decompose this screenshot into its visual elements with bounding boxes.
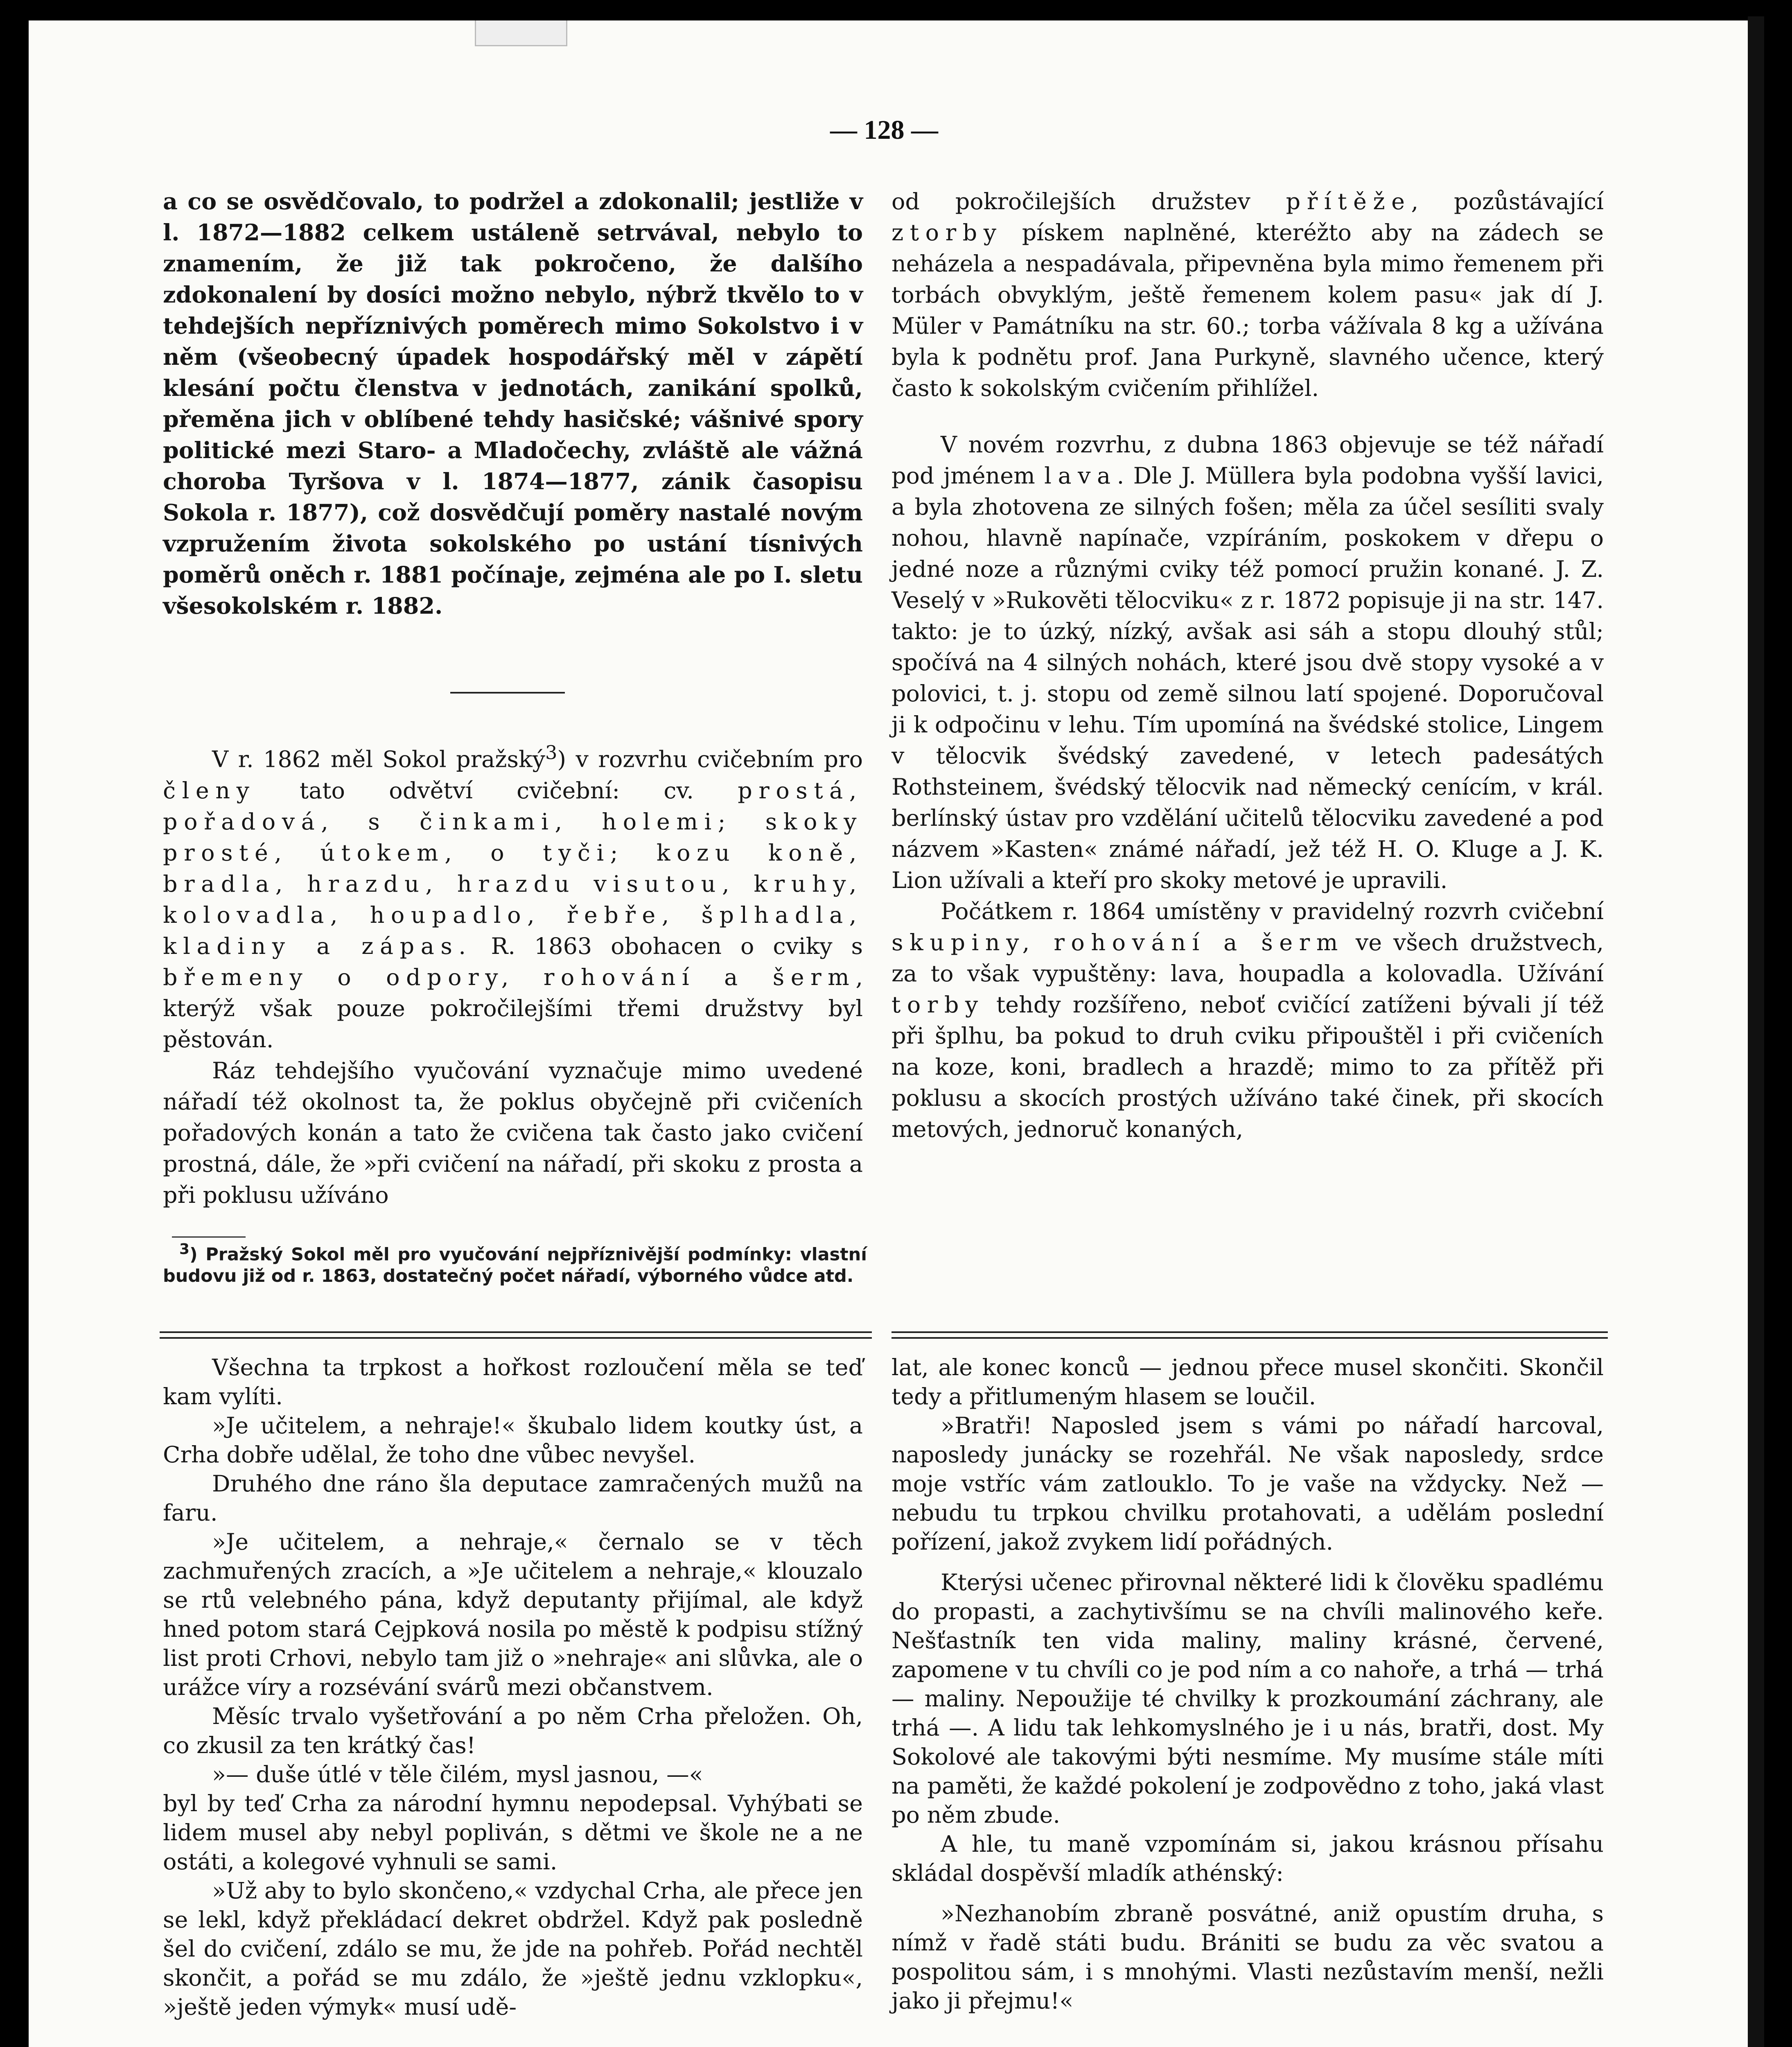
top-left-column bbox=[163, 186, 863, 622]
story-paragraph: »Je učitelem, a nehraje,« černalo se v těch zachmuřených zracích, a »Je učitelem a nehraje,« klouzalo se rtů velebného pána, když deputanty přijímal, ale když hned potom stará Cejpková nosila po městě k podpisu stížný list proti Crhovi, nebylo tam již o »nehraje« ani slůvka, ale o urážce víry a rozsévání svárů mezi občanstvem. bbox=[163, 1529, 863, 1701]
story-paragraph: »Už aby to bylo skončeno,« vzdychal Crha, ale přece jen se lekl, když překládací dekret obdržel. Když pak posledně šel do cvičení, zdálo se mu, že jde na pohřeb. Pořád nechtěl skončit, a pořád se mu zdálo, že »ještě jednu vzklopku«, »ještě jeden výmyk« musí udě- bbox=[163, 1878, 863, 2020]
double-rule-left-bottom bbox=[160, 1337, 872, 1339]
bottom-right-column bbox=[891, 1353, 1604, 2015]
bottom-left-column bbox=[163, 1353, 863, 2022]
page-edge-shadow bbox=[1748, 16, 1764, 2047]
story-paragraph: »— duše útlé v těle čilém, mysl jasnou, —« bbox=[212, 1761, 703, 1788]
story-paragraph: Druhého dne ráno šla deputace zamračených mužů na faru. bbox=[163, 1471, 863, 1526]
story-paragraph: Měsíc trvalo vyšetřování a po něm Crha přeložen. Oh, co zkusil za ten krátký čas! bbox=[163, 1703, 863, 1759]
footnote-ref: 3 bbox=[545, 741, 557, 764]
paragraph: od pokročilejších družstev přítěže, pozůstávající ztorby pískem naplněné, kteréžto aby na zádech se neházela a nespadávala, připevněna byla mimo řemenem při torbách obvyklým, ještě řemenem kolem pasu« jak dí J. Müler v Památníku na str. 60.; torba vážívala 8 kg a užívána byla k podnětu prof. Jana Purkyně, slavného učence, který často k sokolským cvičením přihlížel. bbox=[891, 188, 1604, 402]
page-number: — 128 — bbox=[830, 115, 938, 145]
paragraph: V r. 1862 měl Sokol pražský$^3$) v rozvrhu cvičebním pro členy tato odvětví cvičební: cv. prostá, pořadová, s činkami, holemi; skoky prosté, útokem, o tyči; kozu koně, bradla, hrazdu, hrazdu visutou, kruhy, kolovadla, houpadlo, řebře, šplhadla, kladiny a zápas. R. 1863 obohacen o cviky s břemeny o odpory, rohování a šerm, kterýž však pouze pokročilejšími třemi družstvy byl pěstován. bbox=[163, 741, 863, 1053]
story-paragraph: lat, ale konec konců — jednou přece musel skončiti. Skončil tedy a přitlumeným hlasem se loučil. bbox=[891, 1354, 1604, 1410]
binding-tab bbox=[475, 20, 567, 46]
top-right-column bbox=[891, 186, 1604, 1145]
double-rule-left-top bbox=[160, 1331, 872, 1333]
story-paragraph: »Je učitelem, a nehraje!« škubalo lidem koutky úst, a Crha dobře udělal, že toho dne vůbec nevyšel. bbox=[163, 1412, 863, 1468]
top-left-column-lower bbox=[163, 737, 863, 1211]
paragraph: V novém rozvrhu, z dubna 1863 objevuje se též nářadí pod jménem lava. Dle J. Müllera byla podobna vyšší lavici, a byla zhotovena ze silných fošen; měla za účel sesíliti svaly nohou, hlavně napínače, vzpíráním, poskokem v dřepu o jedné noze a různými cviky též pomocí pružin konané. J. Z. Veselý v »Rukověti tělocviku« z r. 1872 popisuje ji na str. 147. takto: je to úzký, nízký, avšak asi sáh a stopu dlouhý stůl; spočívá na 4 silných nohách, které jsou dvě stopy vysoké a v polovici, t. j. stopu od země silnou latí spojené. Doporučoval ji k odpočinu v lehu. Tím upomíná na švédské stolice, Lingem v tělocvik švédský zavedené, v letech padesátých Rothsteinem, švédský tělocvik nad německý cenícím, v král. berlínský ústav pro vzdělání učitelů tělocviku zavedené a pod názvem »Kasten« známé nářadí, jež též H. O. Kluge a J. K. Lion užívali a kteří pro skoky metové je upravili. bbox=[891, 432, 1604, 894]
story-paragraph: Všechna ta trpkost a hořkost rozloučení měla se teď kam vylíti. bbox=[163, 1354, 863, 1410]
story-paragraph: byl by teď Crha za národní hymnu nepodepsal. Vyhýbati se lidem musel aby nebyl popliván, s dětmi ve škole ne a ne ostáti, a kolegové vyhnuli se sami. bbox=[163, 1790, 863, 1875]
story-paragraph: »Nezhanobím zbraně posvátné, aniž opustím druha, s nímž v řadě státi budu. Brániti se budu za věc svatou a pospolitou sám, i s mnohými. Vlasti nezůstavím menší, nežli jako ji přejmu!« bbox=[891, 1900, 1604, 2014]
paragraph: a co se osvědčovalo, to podržel a zdokonalil; jestliže v l. 1872—1882 celkem ustáleně setrvával, nebylo to znamením, že již tak pokročeno, že dalšího zdokonalení by dosíci možno nebylo, nýbrž tkvělo to v tehdejších nepříznivých poměrech mimo Sokolstvo i v něm (všeobecný úpadek hospodářský měl v zápětí klesání počtu členstva v jednotách, zanikání spolků, přeměna jich v oblíbené tehdy hasičské; vášnivé spory politické mezi Staro- a Mladočechy, zvláště ale vážná choroba Tyršova v l. 1874—1877, zánik časopisu Sokola r. 1877), což dosvědčují poměry nastalé novým vzpružením života sokolského po ustání tísnivých poměrů oněch r. 1881 počínaje, zejména ale po I. sletu všesokolském r. 1882. bbox=[163, 188, 863, 619]
story-paragraph: Kterýsi učenec přirovnal některé lidi k člověku spadlému do propasti, a zachytivšímu se na chvíli malinového keře. Nešťastník ten vida maliny, maliny krásné, červené, zapomene v tu chvíli co je pod ním a co nahoře, a trhá — trhá — maliny. Nepoužije té chvilky k prozkoumání záchrany, ale trhá —. A lidu tak lehkomyslného je i u nás, bratři, dost. My Sokolové ale takovými býti nesmíme. My musíme stále míti na paměti, že každé pokolení je zodpovědno z toho, jaká vlast po něm zbude. bbox=[891, 1569, 1604, 1828]
double-rule-right-bottom bbox=[891, 1337, 1608, 1339]
footnote-rule bbox=[172, 1236, 246, 1238]
section-divider bbox=[450, 692, 565, 694]
paragraph: Počátkem r. 1864 umístěny v pravidelný rozvrh cvičební skupiny, rohování a šerm ve všech družstvech, za to však vypuštěny: lava, houpadla a kolovadla. Užívání torby tehdy rozšířeno, neboť cvičící zatíženi bývali jí též při šplhu, ba pokud to druh cviku připouštěl i při cvičeních na koze, koni, bradlech a hrazdě; mimo to za přítěž při poklusu a skocích prostých užíváno také činek, při skocích metových, jednoruč konaných, bbox=[891, 898, 1604, 1143]
footnote: $^3$) Pražský Sokol měl pro vyučování nejpříznivější podmínky: vlastní budovu již od r. 1863, dostatečný počet nářadí, výborného vůdce atd. bbox=[163, 1241, 867, 1287]
story-paragraph: A hle, tu maně vzpomínám si, jakou krásnou přísahu skládal dospěvší mladík athénský: bbox=[891, 1831, 1604, 1887]
double-rule-right-top bbox=[891, 1331, 1608, 1333]
story-paragraph: »Bratři! Naposled jsem s vámi po nářadí harcoval, naposledy junácky se rozehřál. Ne však naposledy, srdce moje vstříc vám zatlouklo. To je vaše na vždycky. Než — nebudu tu trpkou chvilku protahovati, a udělám poslední pořízení, jakož zvykem lidí pořádných. bbox=[891, 1412, 1604, 1555]
paragraph: Ráz tehdejšího vyučování vyznačuje mimo uvedené nářadí též okolnost ta, že poklus obyčejně při cvičeních pořadových konán a tato že cvičena tak často jako cvičení prostná, dále, že »při cvičení na nářadí, při skoku z prosta a při poklusu užíváno bbox=[163, 1057, 863, 1209]
